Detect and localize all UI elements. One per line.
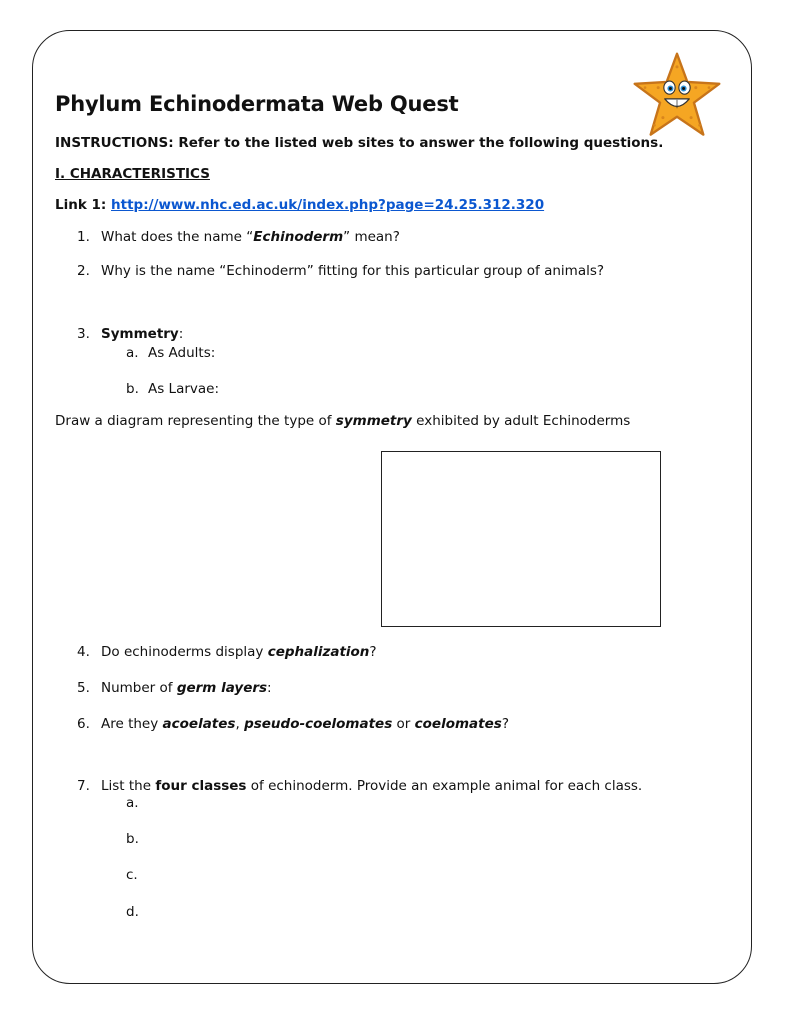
question-number: 5. xyxy=(77,680,90,696)
diagram-drawing-box[interactable] xyxy=(381,451,661,627)
question-text: Why is the name “Echinoderm” fitting for this particular group of animals? xyxy=(101,263,605,279)
question-text: List the four classes of echinoderm. Provide an example animal for each class. xyxy=(101,778,643,794)
question-number: 1. xyxy=(77,229,90,245)
question-number: 2. xyxy=(77,263,90,279)
question-number: 3. xyxy=(77,326,90,342)
link-1-url[interactable]: http://www.nhc.ed.ac.uk/index.php?page=24.25.312.320 xyxy=(111,197,545,213)
section-heading: I. CHARACTERISTICS xyxy=(55,166,210,182)
link-1-label: Link 1: xyxy=(55,197,112,213)
instructions-text: INSTRUCTIONS: Refer to the listed web sites to answer the following questions. xyxy=(55,135,664,151)
link-1-line xyxy=(55,197,544,213)
question-text: What does the name “Echinoderm” mean? xyxy=(101,229,400,245)
question-text: Number of germ layers: xyxy=(101,680,272,696)
question-text: Symmetry: xyxy=(101,326,184,342)
question-text: Are they acoelates, pseudo-coelomates or coelomates? xyxy=(101,716,509,732)
starfish-cartoon-icon xyxy=(630,50,724,144)
diagram-prompt: Draw a diagram representing the type of symmetry exhibited by adult Echinoderms xyxy=(55,413,631,429)
page-title: Phylum Echinodermata Web Quest xyxy=(55,92,459,116)
question-number: 6. xyxy=(77,716,90,732)
question-number: 4. xyxy=(77,644,90,660)
question-text: Do echinoderms display cephalization? xyxy=(101,644,377,660)
question-number: 7. xyxy=(77,778,90,794)
